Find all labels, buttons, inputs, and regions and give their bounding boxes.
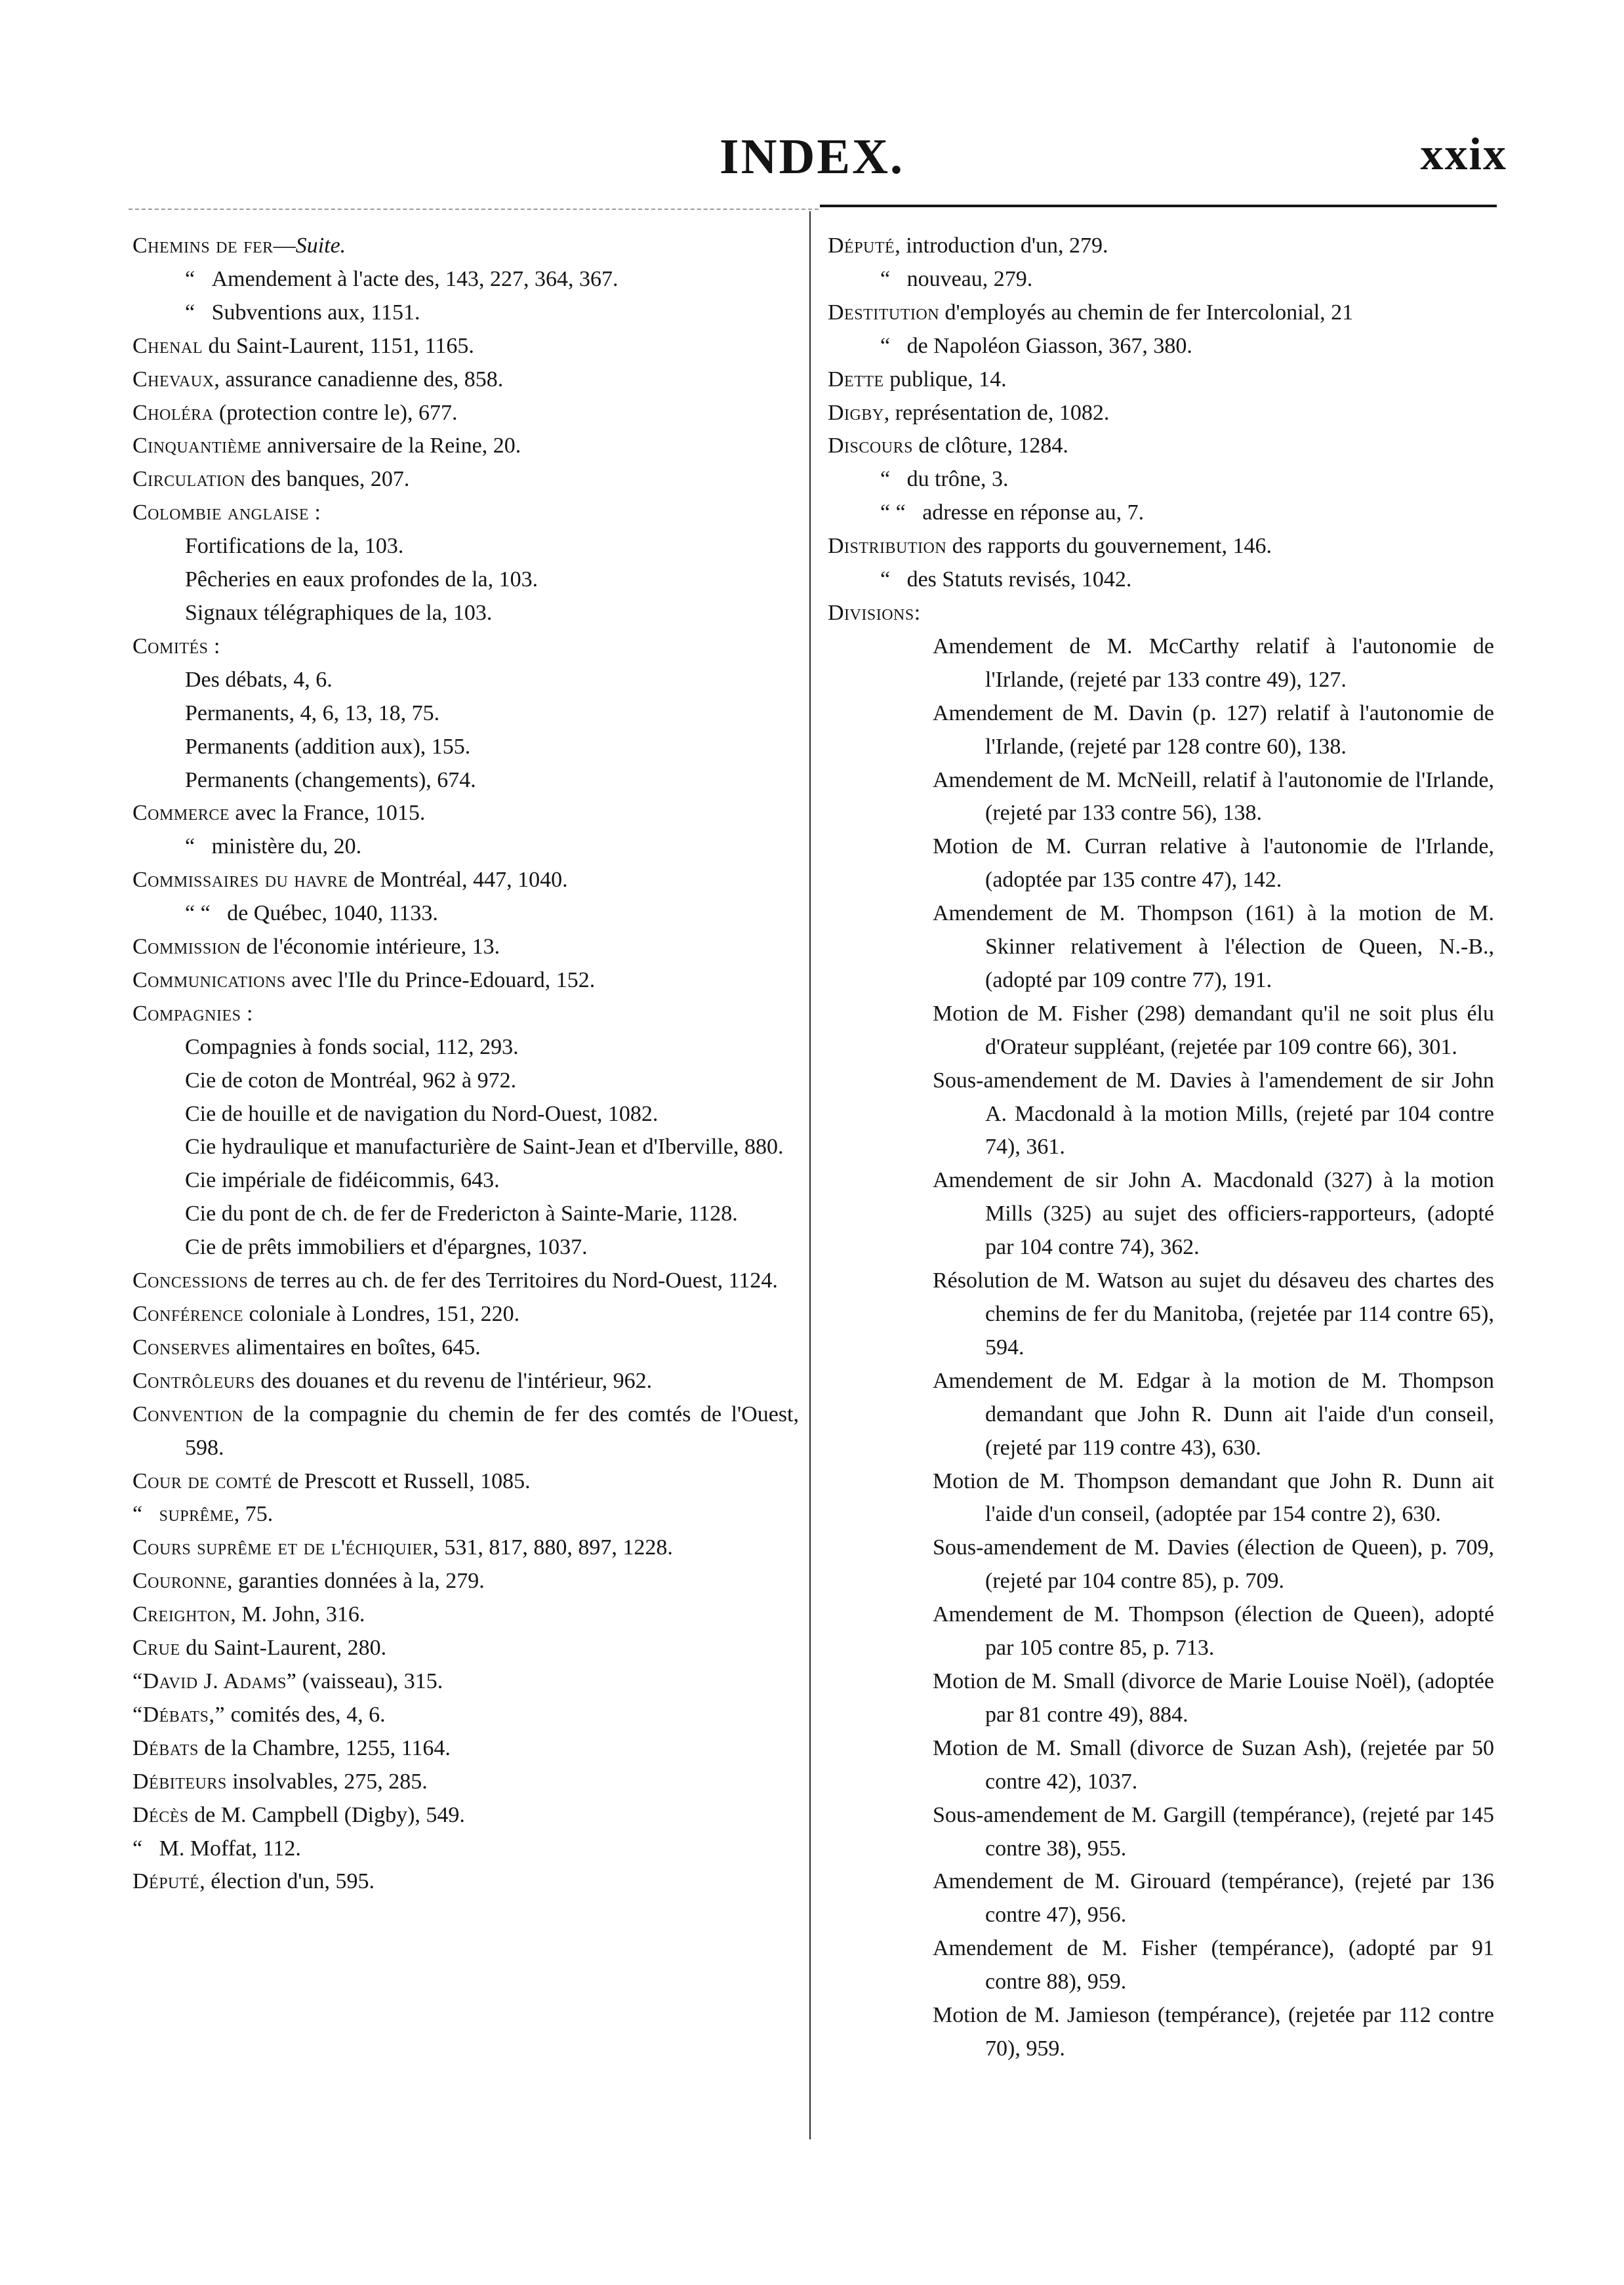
- index-subentry: [828, 830, 1494, 897]
- index-headword: Colombie anglaise: [132, 500, 309, 525]
- index-entry-text: :: [914, 600, 921, 625]
- index-headword: Commission: [132, 935, 241, 960]
- index-entry: [132, 430, 799, 463]
- index-entry: [132, 1632, 799, 1665]
- index-entry-text: Permanents (addition aux), 155.: [185, 734, 471, 759]
- ditto-mark: “: [880, 266, 891, 291]
- index-entry-text: Signaux télégraphiques de la, 103.: [185, 600, 493, 625]
- index-entry: [132, 1799, 799, 1832]
- index-entry: [132, 463, 799, 496]
- index-entry-text: Cie impériale de fidéicommis, 643.: [185, 1168, 500, 1193]
- header-rule-right: [820, 205, 1497, 207]
- index-entry: [132, 964, 799, 998]
- index-subentry: [828, 1064, 1494, 1165]
- index-entry: [132, 1398, 799, 1465]
- index-subentry: [828, 764, 1494, 831]
- index-headword: Contrôleurs: [132, 1368, 255, 1393]
- index-entry: [132, 397, 799, 430]
- index-subentry: [132, 1832, 799, 1866]
- index-headword: Dette: [828, 367, 884, 392]
- index-subentry: [828, 496, 1494, 530]
- index-headword: Cour de comté: [132, 1468, 272, 1493]
- index-entry: [132, 1598, 799, 1632]
- index-entry-text: :: [241, 1001, 253, 1026]
- index-subentry: [828, 263, 1494, 296]
- index-entry-text: , 75.: [233, 1502, 274, 1527]
- index-subentry: [828, 998, 1494, 1064]
- page-number: xxix: [1420, 129, 1507, 180]
- index-subentry: [828, 1531, 1494, 1598]
- index-entry-text: de M. Campbell (Digby), 549.: [188, 1802, 465, 1827]
- index-entry-text: Sous-amendement de M. Davies (élection de Queen), p. 709, (rejeté par 104 contre 85), p. 709.: [933, 1535, 1494, 1594]
- index-entry: [828, 430, 1494, 463]
- index-entry-text: Motion de M. Small (divorce de Marie Louise Noël), (adoptée par 81 contre 49), 884.: [933, 1668, 1494, 1727]
- ditto-mark: “: [880, 333, 891, 358]
- index-entry-text: Motion de M. Curran relative à l'autonomie de l'Irlande, (adoptée par 135 contre 47), 142.: [933, 834, 1494, 893]
- index-subentry: [828, 897, 1494, 998]
- index-entry: [132, 363, 799, 397]
- index-entry-text: Permanents (changements), 674.: [185, 767, 476, 792]
- index-subentry: [132, 731, 799, 764]
- ditto-mark: “: [185, 834, 195, 859]
- index-headword: Choléra: [132, 400, 214, 425]
- index-headword: Commissaires du havre: [132, 868, 348, 893]
- index-headword: Chevaux: [132, 367, 214, 392]
- index-headword: Chemins de fer: [132, 233, 274, 258]
- index-entry-text: , représentation de, 1082.: [883, 400, 1110, 425]
- index-entry-text: Pêcheries en eaux profondes de la, 103.: [185, 567, 538, 592]
- index-entry: [132, 1264, 799, 1298]
- index-headword: Digby: [828, 400, 884, 425]
- index-headword: Circulation: [132, 467, 246, 492]
- index-entry-text: de Napoléon Giasson, 367, 380.: [906, 333, 1192, 358]
- index-subentry: [828, 563, 1494, 597]
- index-subentry: [828, 463, 1494, 496]
- index-entry-text: nouveau, 279.: [906, 266, 1033, 291]
- index-subentry: [132, 1131, 799, 1164]
- index-subentry: [132, 1064, 799, 1098]
- index-entry-text: , élection d'un, 595.: [199, 1869, 375, 1894]
- index-entry: [132, 1699, 799, 1732]
- index-subentry: [132, 530, 799, 563]
- index-entry-text: de l'économie intérieure, 13.: [241, 935, 500, 960]
- index-entry-text: , garanties données à la, 279.: [227, 1569, 485, 1594]
- index-entry-text: Cie de houille et de navigation du Nord-Ouest, 1082.: [185, 1101, 659, 1126]
- index-subentry: [132, 597, 799, 630]
- index-entry-text: ministère du, 20.: [211, 834, 362, 859]
- index-entry: [132, 998, 799, 1031]
- index-entry-text: du Saint-Laurent, 280.: [180, 1636, 387, 1661]
- index-subentry: [132, 1031, 799, 1064]
- index-entry-text: alimentaires en boîtes, 645.: [230, 1335, 481, 1360]
- ditto-mark: “: [880, 467, 891, 492]
- index-subentry: [132, 697, 799, 731]
- index-headword: Concessions: [132, 1268, 249, 1293]
- index-subentry: [132, 664, 799, 697]
- index-headword: Creighton: [132, 1602, 231, 1627]
- index-headword: Comités: [132, 634, 209, 658]
- index-entry-text: —: [273, 233, 296, 258]
- index-entry-text: Permanents, 4, 6, 13, 18, 75.: [185, 700, 440, 725]
- index-headword: Distribution: [828, 534, 947, 559]
- index-entry-text: coloniale à Londres, 151, 220.: [243, 1302, 520, 1326]
- index-entry: [828, 230, 1494, 263]
- index-entry-text: , M. John, 316.: [230, 1602, 365, 1627]
- index-entry-text: Amendement de M. McCarthy relatif à l'autonomie de l'Irlande, (rejeté par 133 contre 49), 127.: [933, 634, 1494, 692]
- index-subentry: [828, 330, 1494, 363]
- index-entry-text: Cie de coton de Montréal, 962 à 972.: [185, 1068, 517, 1093]
- index-subentry: [132, 1098, 799, 1131]
- index-entry-text: Sous-amendement de M. Davies à l'amendement de sir John A. Macdonald à la motion Mills, (rejeté par 104 contre 74), 361.: [933, 1068, 1494, 1160]
- index-headword: Conférence: [132, 1302, 244, 1326]
- index-entry: [828, 530, 1494, 563]
- index-entry: [132, 230, 799, 263]
- index-entry-text: Amendement de M. Thompson (161) à la motion de M. Skinner relativement à l'élection de Queen, N.-B., (adopté par 109 contre 77), 191.: [933, 901, 1494, 992]
- index-headword: Décès: [132, 1802, 189, 1827]
- index-entry-text: Amendement de M. Davin (p. 127) relatif à l'autonomie de l'Irlande, (rejeté par 128 contre 60), 138.: [933, 700, 1494, 759]
- index-subentry: [828, 1799, 1494, 1866]
- index-entry-text: Amendement à l'acte des, 143, 227, 364, 367.: [211, 266, 619, 291]
- index-subentry: [828, 1264, 1494, 1365]
- index-entry-text: de Québec, 1040, 1133.: [227, 901, 438, 926]
- index-headword: Divisions: [828, 600, 914, 625]
- index-column-right: [828, 230, 1494, 2066]
- index-subentry: [132, 296, 799, 330]
- index-entry-text: de la compagnie du chemin de fer des comtés de l'Ouest, 598.: [185, 1402, 799, 1460]
- index-entry-text: des douanes et du revenu de l'intérieur, 962.: [254, 1368, 653, 1393]
- index-entry-text: :: [309, 500, 321, 525]
- index-headword: Communications: [132, 967, 286, 992]
- index-entry-text: d'employés au chemin de fer Intercolonial, 21: [939, 300, 1354, 325]
- index-entry-text: insolvables, 275, 285.: [226, 1769, 428, 1794]
- index-entry-text: Motion de M. Fisher (298) demandant qu'il ne soit plus élu d'Orateur suppléant, (rejetée par 109 contre 66), 301.: [933, 1001, 1494, 1059]
- index-subentry: [132, 1164, 799, 1198]
- index-headword: “David J. Adams”: [132, 1668, 297, 1693]
- index-entry: [828, 397, 1494, 430]
- index-headword: Cours suprême et de l'échiquier: [132, 1535, 434, 1560]
- index-entry: [132, 931, 799, 964]
- index-entry-text: de terres au ch. de fer des Territoires du Nord-Ouest, 1124.: [248, 1268, 778, 1293]
- index-entry-text: (protection contre le), 677.: [213, 400, 458, 425]
- index-entry-text: de Montréal, 447, 1040.: [348, 868, 568, 893]
- index-entry-text: du trône, 3.: [906, 467, 1009, 492]
- index-subentry: [828, 1732, 1494, 1799]
- index-entry: [132, 797, 799, 830]
- index-entry-text: :: [208, 634, 220, 658]
- index-entry: [132, 1365, 799, 1398]
- index-subentry: [132, 764, 799, 798]
- index-headword: Cinquantième: [132, 434, 262, 458]
- ditto-mark: “: [185, 300, 195, 325]
- index-entry: [132, 1298, 799, 1331]
- ditto-mark: “: [185, 266, 195, 291]
- index-subentry: [132, 897, 799, 931]
- index-entry-text: , 531, 817, 880, 897, 1228.: [433, 1535, 673, 1560]
- index-entry-text: Compagnies à fonds social, 112, 293.: [185, 1034, 519, 1059]
- index-entry: [828, 597, 1494, 630]
- column-divider: [809, 211, 811, 2139]
- index-entry-text: (vaisseau), 315.: [296, 1668, 443, 1693]
- index-subentry: [132, 563, 799, 597]
- index-column-left: [132, 230, 799, 1899]
- index-entry-text: Fortifications de la, 103.: [185, 534, 404, 559]
- index-entry-text: Motion de M. Jamieson (tempérance), (rejetée par 112 contre 70), 959.: [933, 2003, 1494, 2061]
- index-subentry: [132, 830, 799, 864]
- index-entry: [132, 330, 799, 363]
- index-headword: Couronne: [132, 1569, 228, 1594]
- index-entry: [132, 496, 799, 530]
- index-entry-text: avec la France, 1015.: [230, 801, 426, 826]
- index-subentry: [828, 1365, 1494, 1465]
- index-headword: Débats: [132, 1735, 199, 1760]
- index-entry: [132, 1665, 799, 1699]
- index-subentry: [828, 630, 1494, 697]
- index-entry: [132, 1766, 799, 1799]
- index-subentry: [828, 1598, 1494, 1665]
- index-entry-text: publique, 14.: [883, 367, 1007, 392]
- index-subentry: [132, 1231, 799, 1264]
- index-entry-text: Amendement de M. Girouard (tempérance), (rejeté par 136 contre 47), 956.: [933, 1869, 1494, 1928]
- index-entry-text: Résolution de M. Watson au sujet du désaveu des chartes des chemins de fer du Manitoba, (rejetée par 114 contre 65), 594.: [933, 1268, 1494, 1360]
- index-subentry: [132, 1198, 799, 1231]
- index-subentry: [828, 1665, 1494, 1732]
- index-entry-text: Des débats, 4, 6.: [185, 667, 333, 692]
- index-headword: Député: [828, 233, 895, 258]
- index-entry-text: , assurance canadienne des, 858.: [214, 367, 504, 392]
- index-headword: Conserves: [132, 1335, 231, 1360]
- index-entry-text: Subventions aux, 1151.: [211, 300, 420, 325]
- index-entry: [132, 1565, 799, 1598]
- index-headword: Destitution: [828, 300, 940, 325]
- index-entry-text: Cie du pont de ch. de fer de Fredericton à Sainte-Marie, 1128.: [185, 1202, 738, 1226]
- index-entry: [132, 1498, 799, 1531]
- index-entry: [132, 864, 799, 897]
- index-entry-text: Amendement de sir John A. Macdonald (327) à la motion Mills (325) au sujet des officiers-rapporteurs, (adopté par 104 contre 74), 362.: [933, 1168, 1494, 1260]
- index-entry: [132, 1465, 799, 1499]
- index-entry-text: Cie de prêts immobiliers et d'épargnes, 1037.: [185, 1235, 588, 1260]
- index-subentry: [828, 1465, 1494, 1532]
- index-entry-text: anniversaire de la Reine, 20.: [261, 434, 521, 458]
- ditto-mark: “: [132, 1502, 143, 1527]
- index-entry-text: Sous-amendement de M. Gargill (tempérance), (rejeté par 145 contre 38), 955.: [933, 1802, 1494, 1861]
- index-headword: Député: [132, 1869, 200, 1894]
- index-subentry: [828, 1999, 1494, 2066]
- index-entry-text: adresse en réponse au, 7.: [922, 500, 1145, 525]
- index-entry-text: de la Chambre, 1255, 1164.: [198, 1735, 451, 1760]
- index-entry-text: des rapports du gouvernement, 146.: [946, 534, 1272, 559]
- index-subentry: [828, 1164, 1494, 1264]
- index-headword: “Débats,”: [132, 1702, 226, 1727]
- index-subentry: [828, 1932, 1494, 1999]
- index-entry: [132, 1732, 799, 1766]
- index-entry-text: du Saint-Laurent, 1151, 1165.: [203, 333, 474, 358]
- index-entry-text: Amendement de M. Edgar à la motion de M. Thompson demandant que John R. Dunn ait l'aide d'un conseil, (rejeté par 119 contre 43), 630.: [933, 1368, 1494, 1460]
- ditto-mark: “: [880, 567, 891, 592]
- page-title: INDEX.: [720, 129, 904, 184]
- index-headword: Chenal: [132, 333, 203, 358]
- index-entry: [132, 630, 799, 664]
- index-entry: [132, 1865, 799, 1899]
- index-entry-text: Motion de M. Small (divorce de Suzan Ash), (rejetée par 50 contre 42), 1037.: [933, 1735, 1494, 1794]
- index-entry-text: Cie hydraulique et manufacturière de Saint-Jean et d'Iberville, 880.: [185, 1135, 784, 1160]
- index-entry-text: Motion de M. Thompson demandant que John R. Dunn ait l'aide d'un conseil, (adoptée par 154 contre 2), 630.: [933, 1468, 1494, 1527]
- index-headword: Débiteurs: [132, 1769, 227, 1794]
- index-subentry: [132, 263, 799, 296]
- index-headword: Compagnies: [132, 1001, 241, 1026]
- index-entry-text: comités des, 4, 6.: [225, 1702, 386, 1727]
- index-subentry: [828, 1865, 1494, 1932]
- index-headword: suprême: [159, 1502, 234, 1527]
- index-entry-text: des Statuts revisés, 1042.: [906, 567, 1132, 592]
- index-entry-text: Amendement de M. Thompson (élection de Queen), adopté par 105 contre 85, p. 713.: [933, 1602, 1494, 1661]
- index-entry: [132, 1331, 799, 1365]
- index-headword: Crue: [132, 1636, 180, 1661]
- index-entry-text: Amendement de M. Fisher (tempérance), (adopté par 91 contre 88), 959.: [933, 1936, 1494, 1994]
- index-entry-text: M. Moffat, 112.: [159, 1836, 301, 1861]
- header-rule-left: [129, 209, 819, 210]
- index-entry: [828, 363, 1494, 397]
- index-entry-text: de clôture, 1284.: [912, 434, 1068, 458]
- ditto-mark: “ “: [880, 500, 906, 525]
- index-headword: Convention: [132, 1402, 243, 1426]
- index-subentry: [828, 697, 1494, 764]
- index-entry: [132, 1531, 799, 1565]
- index-headword: Discours: [828, 434, 913, 458]
- ditto-mark: “ “: [185, 901, 211, 926]
- index-entry-italic: Suite.: [295, 233, 346, 258]
- index-entry-text: , introduction d'un, 279.: [895, 233, 1108, 258]
- index-entry-text: Amendement de M. McNeill, relatif à l'autonomie de l'Irlande, (rejeté par 133 contre 56), 138.: [933, 767, 1494, 826]
- index-headword: Commerce: [132, 801, 230, 826]
- index-entry-text: avec l'Ile du Prince-Edouard, 152.: [285, 967, 596, 992]
- index-entry-text: de Prescott et Russell, 1085.: [272, 1468, 531, 1493]
- ditto-mark: “: [132, 1836, 143, 1861]
- index-entry: [828, 296, 1494, 330]
- index-entry-text: des banques, 207.: [245, 467, 410, 492]
